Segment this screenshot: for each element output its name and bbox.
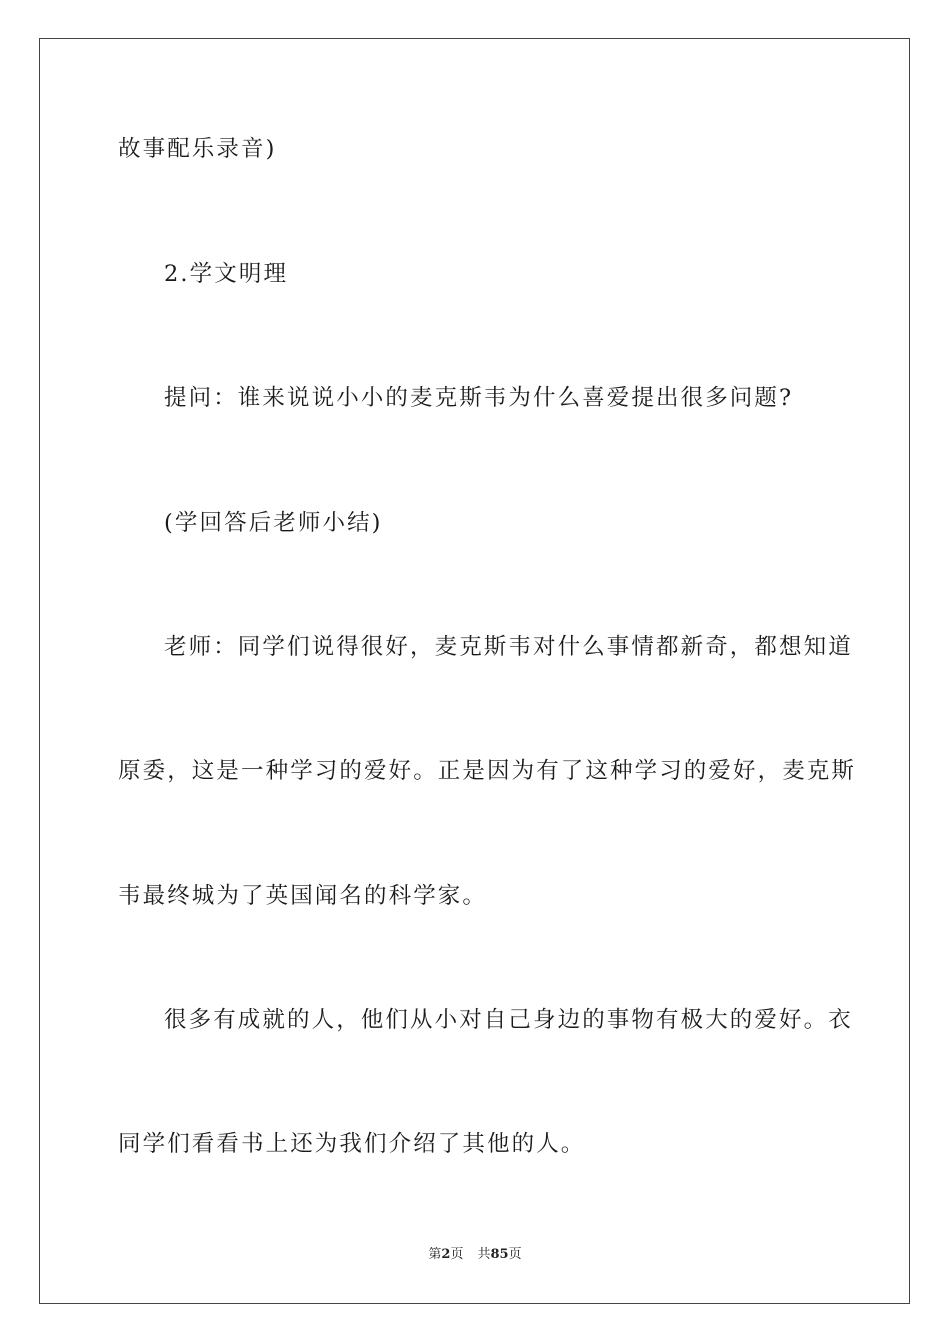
- footer-page-suffix: 页: [450, 1247, 464, 1262]
- footer-total-pages: 85: [490, 1247, 509, 1262]
- text-line-question: 提问：谁来说说小小的麦克斯韦为什么喜爱提出很多问题?: [164, 385, 794, 411]
- footer-total-suffix: 页: [508, 1247, 522, 1262]
- text-line-continuation-1: 原委，这是一种学习的爱好。正是因为有了这种学习的爱好，麦克斯: [118, 758, 857, 784]
- text-line-continuation-2: 韦最终城为了英国闻名的科学家。: [118, 883, 488, 909]
- footer-page-prefix: 第: [428, 1247, 442, 1262]
- text-line-continuation-3: 同学们看看书上还为我们介绍了其他的人。: [118, 1131, 586, 1157]
- page-border: [39, 38, 910, 1304]
- text-line-teacher: 老师：同学们说得很好，麦克斯韦对什么事情都新奇，都想知道: [164, 634, 853, 660]
- footer-total-prefix: 共: [477, 1247, 491, 1262]
- text-line-paragraph: 很多有成就的人，他们从小对自己身边的事物有极大的爱好。衣: [164, 1007, 853, 1033]
- footer-page-number: 2: [441, 1247, 451, 1262]
- section-heading: 2.学文明理: [164, 261, 289, 287]
- page-footer: [0, 1246, 950, 1264]
- text-line-1: 故事配乐录音): [118, 136, 277, 162]
- text-line-note: (学回答后老师小结): [164, 510, 383, 536]
